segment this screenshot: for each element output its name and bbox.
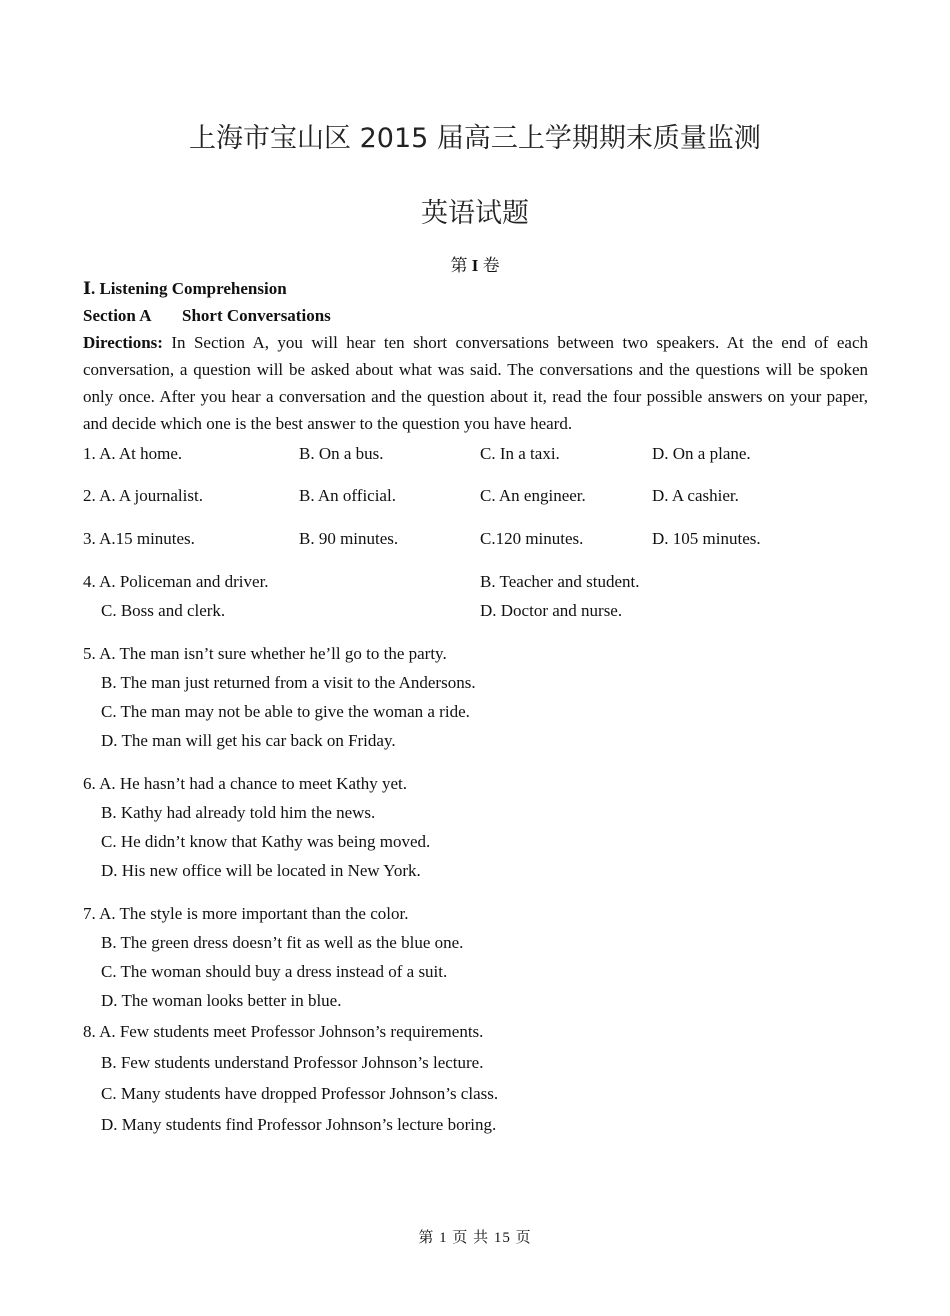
q4-option-c: C. Boss and clerk. [101, 601, 226, 620]
q8-option-a: 8. A. Few students meet Professor Johnson’s requirements. [83, 1022, 484, 1041]
q5-option-d: D. The man will get his car back on Friday. [101, 731, 396, 750]
q7-option-a: 7. A. The style is more important than the color. [83, 904, 409, 923]
q1-option-d: D. On a plane. [652, 444, 751, 463]
part-heading: Ⅰ. Listening Comprehension [83, 279, 287, 298]
q8-option-d: D. Many students find Professor Johnson’s lecture boring. [101, 1115, 497, 1134]
q2-option-c: C. An engineer. [480, 486, 586, 505]
q7-option-b: B. The green dress doesn’t fit as well as the blue one. [101, 933, 464, 952]
directions-label: Directions: [83, 333, 163, 352]
q1-option-a: 1. A. At home. [83, 444, 183, 463]
q3-option-d: D. 105 minutes. [652, 529, 761, 548]
q6-option-a: 6. A. He hasn’t had a chance to meet Kathy yet. [83, 774, 407, 793]
q5-option-c: C. The man may not be able to give the woman a ride. [101, 702, 470, 721]
q4-option-d: D. Doctor and nurse. [480, 601, 623, 620]
q8-option-c: C. Many students have dropped Professor Johnson’s class. [101, 1084, 499, 1103]
q7-option-c: C. The woman should buy a dress instead of a suit. [101, 962, 448, 981]
q1-option-b: B. On a bus. [299, 444, 384, 463]
q1-option-c: C. In a taxi. [480, 444, 560, 463]
q2-option-b: B. An official. [299, 486, 396, 505]
q6-option-b: B. Kathy had already told him the news. [101, 803, 376, 822]
page-footer: 第 1 页 共 15 页 [418, 1230, 532, 1246]
volume-label: 第 I 卷 [450, 256, 500, 275]
q4-option-b: B. Teacher and student. [480, 572, 640, 591]
q6-option-d: D. His new office will be located in New York. [101, 861, 421, 880]
q2-option-a: 2. A. A journalist. [83, 486, 203, 505]
q8-option-b: B. Few students understand Professor Johnson’s lecture. [101, 1053, 484, 1072]
q2-option-d: D. A cashier. [652, 486, 739, 505]
exam-title: 上海市宝山区 2015 届高三上学期期末质量监测 [189, 123, 761, 154]
q3-option-c: C.120 minutes. [480, 529, 584, 548]
q3-option-b: B. 90 minutes. [299, 529, 399, 548]
exam-subtitle: 英语试题 [421, 198, 529, 229]
directions [83, 329, 868, 437]
q4-option-a: 4. A. Policeman and driver. [83, 572, 269, 591]
q7-option-d: D. The woman looks better in blue. [101, 991, 342, 1010]
q6-option-c: C. He didn’t know that Kathy was being moved. [101, 832, 431, 851]
directions-text: In Section A, you will hear ten short conversations between two speakers. At the end of each conversation, a question will be asked about what was said. The conversations and the questions will be spoken only once. After you hear a conversation and the question about it, read the four possible answers on your paper, and decide which one is the best answer to the question you have heard. [83, 333, 869, 433]
section-title: Short Conversations [182, 306, 331, 325]
q3-option-a: 3. A.15 minutes. [83, 529, 195, 548]
q5-option-b: B. The man just returned from a visit to the Andersons. [101, 673, 476, 692]
q5-option-a: 5. A. The man isn’t sure whether he’ll go to the party. [83, 644, 447, 663]
section-name: Section A [83, 306, 152, 325]
